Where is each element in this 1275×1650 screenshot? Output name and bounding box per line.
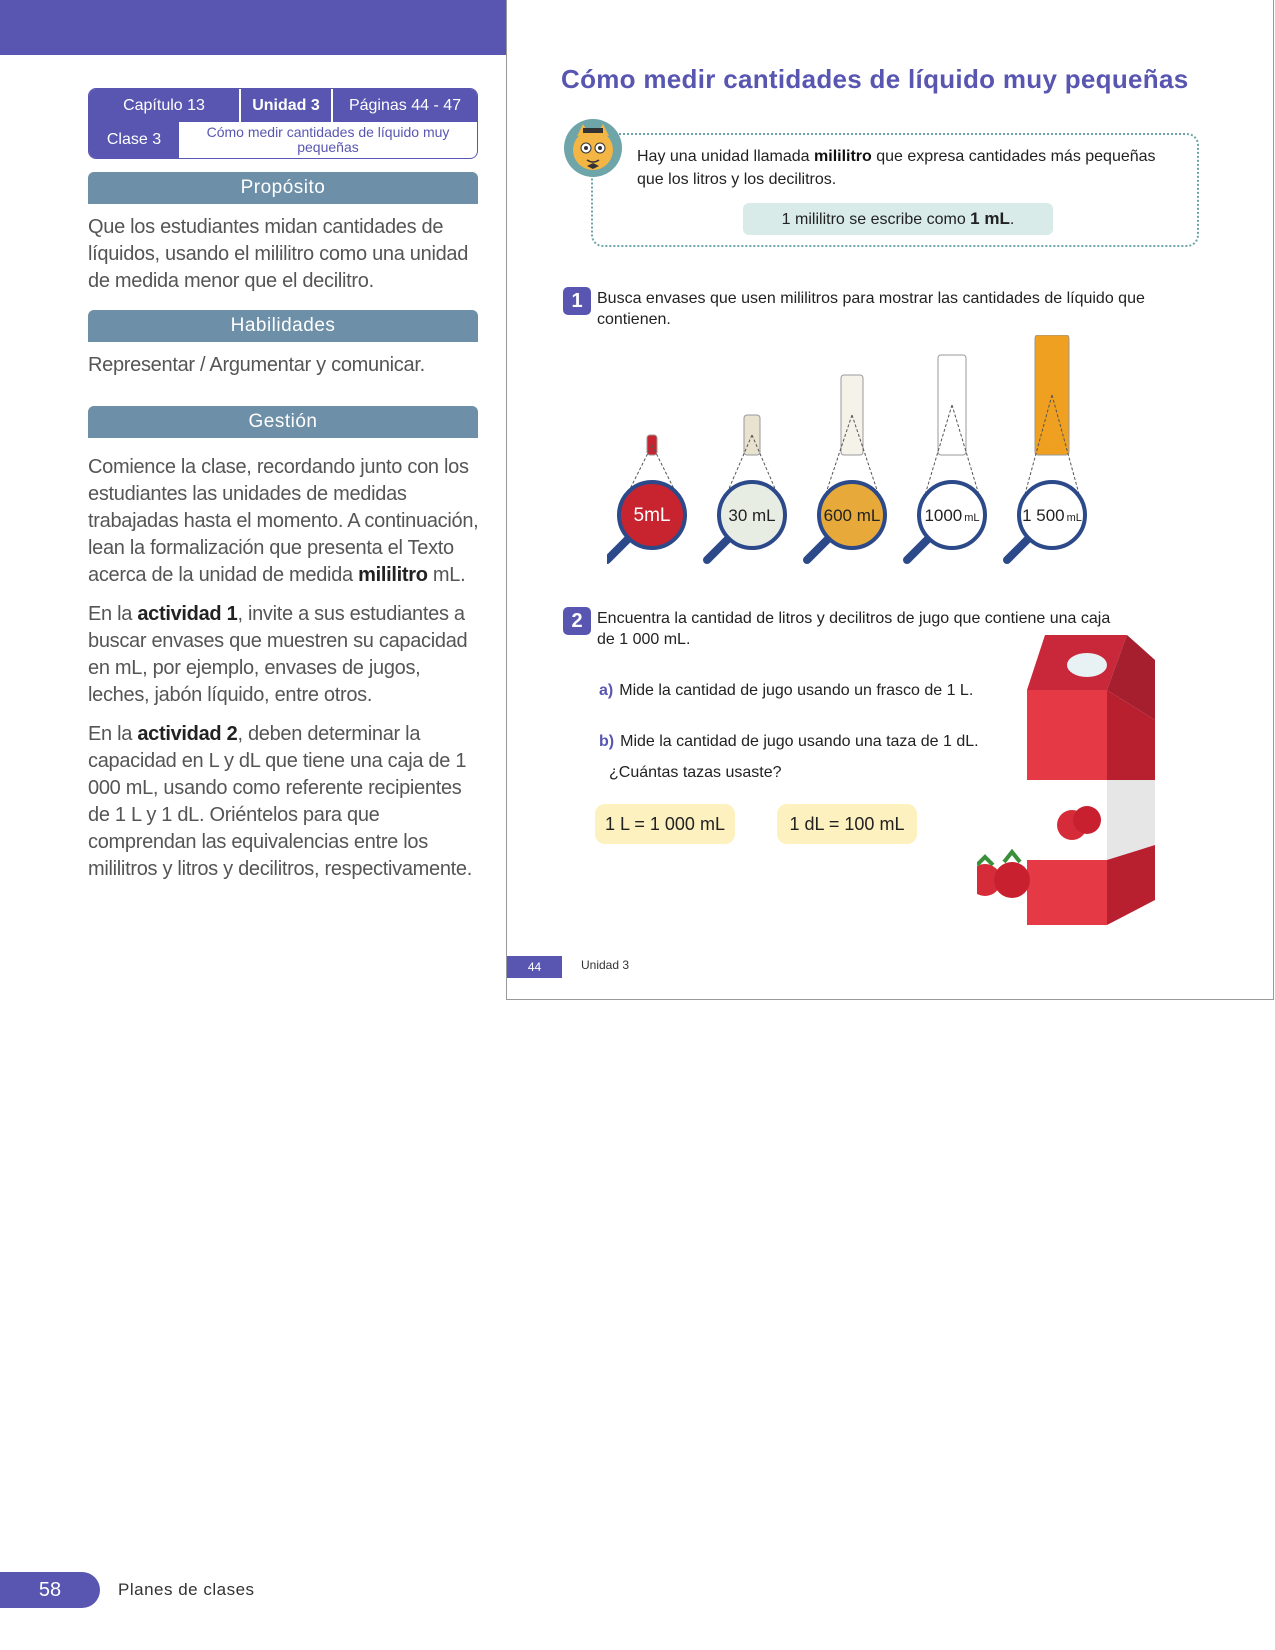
unit-label: Unidad 3 [239,89,333,122]
activity-1-text: Busca envases que usen mililitros para mostrar las cantidades de líquido que contienen. [597,290,1145,328]
proposito-heading: Propósito [88,172,478,204]
gestion-body [88,454,480,895]
container-label-4: 1000 mL [924,506,980,525]
habilidades-text: Representar / Argumentar y comunicar. [88,354,425,376]
juice-carton-image [977,630,1207,930]
student-page-unit: Unidad 3 [581,958,630,972]
container-label-3: 600 mL [823,506,881,525]
activity-2-badge: 2 [563,607,591,635]
activity-2-text: Encuentra la cantidad de litros y decilitros de jugo que contiene una caja de 1 000 mL. [597,610,1111,648]
definition-text: Hay una unidad llamada mililitro que expresa cantidades más pequeñas que los litros y los decilitros. [637,148,1156,188]
gestion-paragraph-3: En la actividad 2, deben determinar la capacidad en L y dL que tiene una caja de 1 000 mL, usando como referente recipientes de 1 L y 1 dL. Oriéntelos para que comprendan las equivalencias entre los mililitros y litros y decilitros, respectivamente. [88,723,472,880]
page-number-badge: 58 [0,1572,100,1608]
container-magnifier-4 [907,355,985,560]
container-magnifier-2 [707,415,785,560]
student-page [506,0,1274,1000]
habilidades-heading: Habilidades [88,310,478,342]
page-footer-label: Planes de clases [118,1580,255,1599]
gestion-paragraph-2: En la actividad 1, invite a sus estudiantes a buscar envases que muestren su capacidad en mL, por ejemplo, envases de jugos, leches, jabón líquido, entre otros. [88,603,468,706]
container-label-1: 5mL [633,505,671,526]
proposito-text: Que los estudiantes midan cantidades de líquidos, usando el mililitro como una unidad de medida menor que el decilitro. [88,216,469,292]
liter-equivalence: 1 L = 1 000 mL [595,804,735,844]
top-band [0,0,506,55]
student-page-number: 44 [507,956,562,978]
container-magnifier-1 [607,435,685,560]
gestion-paragraph-1: Comience la clase, recordando junto con los estudiantes las unidades de medidas trabajadas hasta el momento. A continuación, lean la formalización que presenta el Texto acerca de la unidad de medida mililitro mL. [88,456,479,586]
activity-2b-question: ¿Cuántas tazas usaste? [609,764,782,781]
definition-box [591,133,1199,247]
chapter-label: Capítulo 13 [123,96,205,114]
container-magnifier-5 [1007,335,1085,560]
ml-notation-pill: 1 mililitro se escribe como 1 mL. [743,203,1053,235]
activity-2a: a) Mide la cantidad de jugo usando un frasco de 1 L. [599,682,974,699]
gestion-heading: Gestión [88,406,478,438]
page-title: Cómo medir cantidades de líquido muy pequeñas [561,64,1189,94]
activity-1-badge: 1 [563,287,591,315]
pages-label: Páginas 44 - 47 [348,96,462,114]
containers-illustration [607,335,1167,580]
container-label-2: 30 mL [728,506,776,525]
lesson-info-table [88,88,478,159]
cat-mascot-icon [563,118,623,178]
container-label-5: 1 500 mL [1022,506,1082,525]
activity-2b: b) Mide la cantidad de jugo usando una taza de 1 dL. [599,733,979,750]
container-magnifier-3 [807,375,885,560]
class-topic: Cómo medir cantidades de líquido muy pequeñas [206,124,450,155]
class-label: Clase 3 [89,122,179,158]
deciliter-equivalence: 1 dL = 100 mL [777,804,917,844]
